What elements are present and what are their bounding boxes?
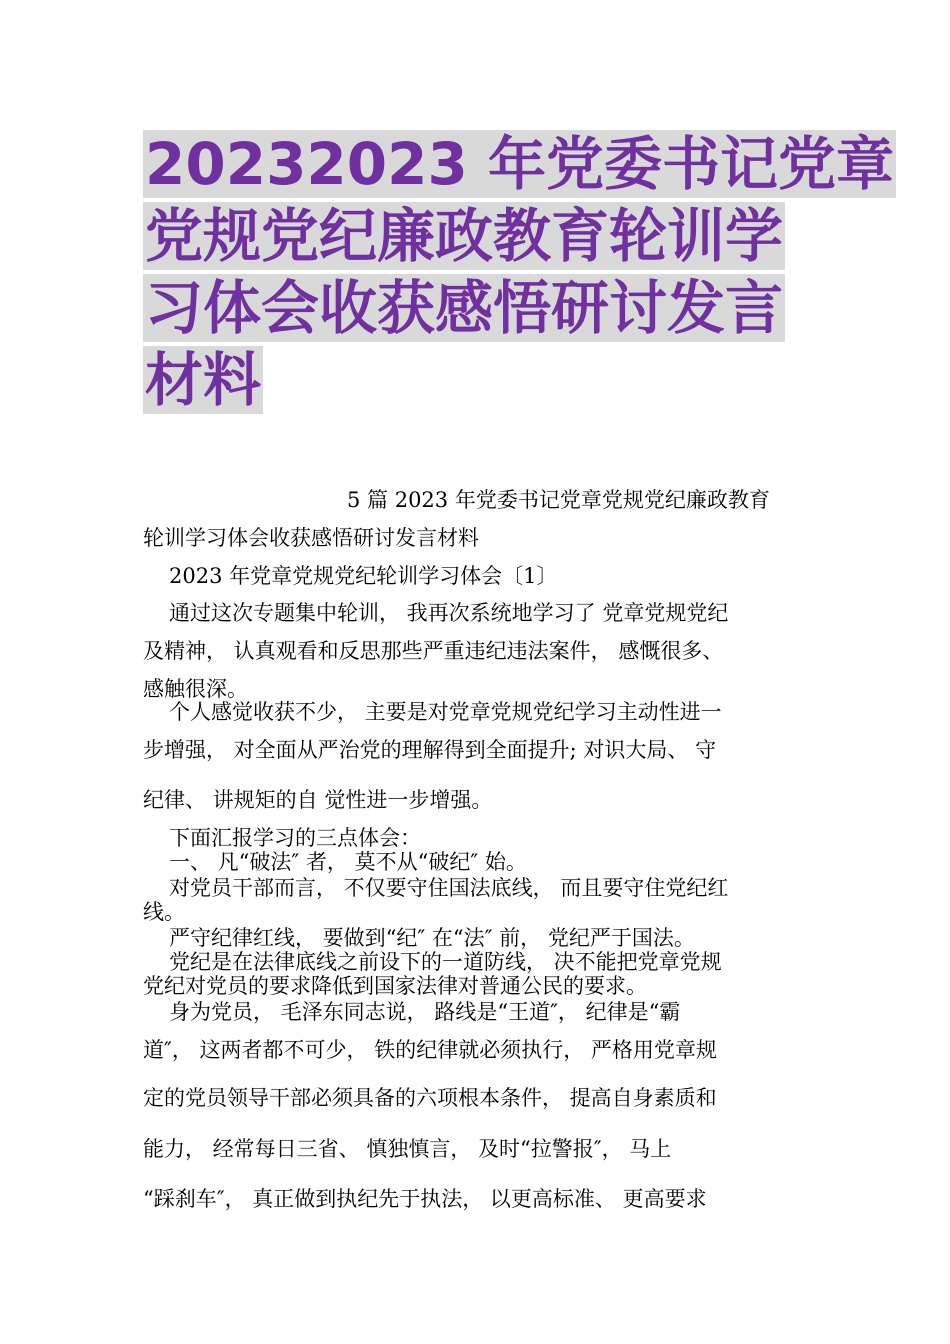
paragraph-line: 严守纪律红线， 要做到“纪″ 在“法″ 前， 党纪严于国法。 [169, 926, 695, 950]
title-line: 党规党纪廉政教育轮训学 [145, 202, 784, 270]
document-title [143, 128, 895, 416]
paragraph-line: “踩刹车″， 真正做到执纪先于执法， 以更高标准、 更高要求 [143, 1187, 707, 1211]
subtitle-line: 轮训学习体会收获感悟研讨发言材料 [143, 526, 479, 550]
paragraph-line: 能力， 经常每日三省、 慎独慎言， 及时“拉警报″， 马上 [143, 1137, 672, 1161]
paragraph-line: 道″， 这两者都不可少， 铁的纪律就必须执行， 严格用党章规 [143, 1038, 717, 1062]
paragraph-line: 线。 [143, 900, 185, 924]
paragraph-line: 党纪是在法律底线之前设下的一道防线， 决不能把党章党规 [169, 950, 722, 974]
paragraph-line: 对党员干部而言， 不仅要守住国法底线， 而且要守住党纪红 [169, 876, 729, 900]
subtitle-line: 5 篇 2023 年党委书记党章党规党纪廉政教育 [347, 488, 770, 512]
title-line: 材料 [145, 346, 262, 414]
paragraph-line: 步增强， 对全面从严治党的理解得到全面提升; 对识大局、 守 [143, 738, 717, 762]
paragraph-line: 个人感觉收获不少， 主要是对党章党规党纪学习主动性进一 [169, 700, 722, 724]
title-line: 20232023 年党委书记党章 [145, 130, 895, 198]
paragraph-line: 及精神， 认真观看和反思那些严重违纪违法案件， 感慨很多、 [143, 639, 724, 663]
paragraph-line: 定的党员领导干部必须具备的六项根本条件， 提高自身素质和 [143, 1086, 717, 1110]
paragraph-line: 通过这次专题集中轮训， 我再次系统地学习了 党章党规党纪 [169, 601, 729, 625]
paragraph-line: 纪律、 讲规矩的自 觉性进一步增强。 [143, 788, 493, 812]
section-heading: 2023 年党章党规党纪轮训学习体会〔1〕 [169, 564, 558, 588]
title-line: 习体会收获感悟研讨发言 [145, 274, 784, 342]
paragraph-line: 党纪对党员的要求降低到国家法律对普通公民的要求。 [143, 974, 647, 998]
paragraph-line: 一、 凡“破法″ 者， 莫不从“破纪″ 始。 [169, 850, 527, 874]
paragraph-line: 感触很深。 [143, 677, 248, 701]
paragraph-line: 身为党员， 毛泽东同志说， 路线是“王道″， 纪律是“霸 [169, 1000, 681, 1024]
paragraph-line: 下面汇报学习的三点体会： [169, 826, 421, 850]
